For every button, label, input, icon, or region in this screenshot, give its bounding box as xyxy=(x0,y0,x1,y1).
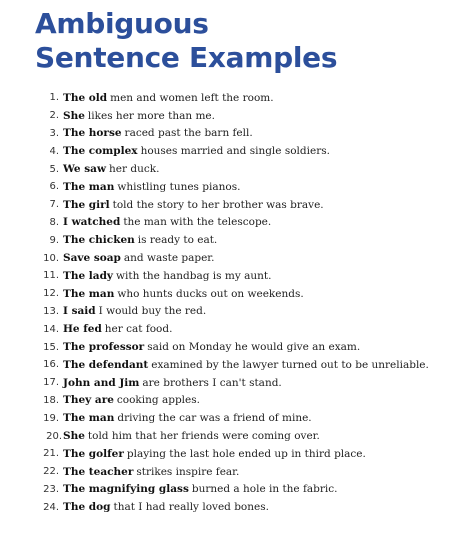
list-item xyxy=(0,356,467,374)
list-item xyxy=(0,338,467,356)
list-item-ambiguous-phrase: The golfer xyxy=(63,447,124,460)
list-item-ambiguous-phrase: The teacher xyxy=(63,465,134,478)
list-item-text: her duck. xyxy=(109,163,160,176)
list-item-number: 14. xyxy=(43,323,59,335)
list-item xyxy=(0,160,467,178)
list-item-text: the man with the telescope. xyxy=(123,216,272,229)
list-item xyxy=(0,320,467,338)
list-item-ambiguous-phrase: The defendant xyxy=(63,358,149,371)
list-item xyxy=(0,125,467,143)
list-item-ambiguous-phrase: The dog xyxy=(63,501,111,514)
list-item-number: 8. xyxy=(49,216,59,228)
list-item-ambiguous-phrase: The professor xyxy=(63,341,145,354)
list-item-number: 13. xyxy=(43,305,59,317)
list-item-text: strikes inspire fear. xyxy=(136,465,240,478)
list-item-text: driving the car was a friend of mine. xyxy=(117,412,312,425)
list-item-text: houses married and single soldiers. xyxy=(140,145,330,158)
list-item-ambiguous-phrase: We saw xyxy=(63,163,107,176)
list-item xyxy=(0,196,467,214)
list-item-number: 23. xyxy=(43,483,59,495)
list-item xyxy=(0,107,467,125)
list-item xyxy=(0,89,467,107)
list-item xyxy=(0,463,467,481)
list-item-text: examined by the lawyer turned out to be unreliable. xyxy=(151,358,429,371)
list-item-number: 2. xyxy=(49,110,59,122)
list-item-number: 10. xyxy=(43,252,59,264)
list-item xyxy=(0,427,467,445)
list-item-text: and waste paper. xyxy=(123,252,215,265)
list-item xyxy=(0,409,467,427)
list-item-number: 24. xyxy=(43,501,59,513)
list-item xyxy=(0,214,467,232)
list-item xyxy=(0,285,467,303)
list-item-text: that I had really loved bones. xyxy=(113,501,269,514)
list-item-ambiguous-phrase: The man xyxy=(63,412,115,425)
list-item-text: burned a hole in the fabric. xyxy=(191,483,338,496)
list-item-number: 18. xyxy=(43,394,59,406)
list-item-text: playing the last hole ended up in third place. xyxy=(126,447,366,460)
list-item-number: 15. xyxy=(43,341,59,353)
list-item-text: who hunts ducks out on weekends. xyxy=(117,287,304,300)
list-item-ambiguous-phrase: The horse xyxy=(63,127,122,140)
list-item-number: 3. xyxy=(49,127,59,139)
list-item-ambiguous-phrase: The chicken xyxy=(63,234,135,247)
list-item-ambiguous-phrase: The magnifying glass xyxy=(63,483,189,496)
list-item xyxy=(0,392,467,410)
list-item-ambiguous-phrase: The lady xyxy=(63,269,114,282)
list-item-number: 11. xyxy=(43,270,59,282)
list-item xyxy=(0,231,467,249)
list-item-ambiguous-phrase: The complex xyxy=(63,145,138,158)
list-item-number: 22. xyxy=(43,466,59,478)
list-item-number: 9. xyxy=(49,234,59,246)
list-item-number: 5. xyxy=(49,163,59,175)
list-item-number: 16. xyxy=(43,359,59,371)
list-item-number: 20. xyxy=(46,430,62,442)
list-item-ambiguous-phrase: The man xyxy=(63,287,115,300)
list-item-text: I would buy the red. xyxy=(98,305,207,318)
list-item xyxy=(0,142,467,160)
list-item-text: with the handbag is my aunt. xyxy=(116,269,272,282)
page-title xyxy=(35,7,337,75)
list-item-number: 6. xyxy=(49,181,59,193)
list-item-number: 4. xyxy=(49,145,59,157)
list-item-text: her cat food. xyxy=(104,323,173,336)
list-item-text: told the story to her brother was brave. xyxy=(112,198,324,211)
list-item-number: 7. xyxy=(49,199,59,211)
list-item-ambiguous-phrase: John and Jim xyxy=(63,376,140,389)
list-item-number: 17. xyxy=(43,377,59,389)
list-item-ambiguous-phrase: She xyxy=(63,109,85,122)
list-item-text: told him that her friends were coming over. xyxy=(87,430,320,443)
list-item xyxy=(0,374,467,392)
list-item-ambiguous-phrase: The old xyxy=(63,91,108,104)
page-title-line-1: Ambiguous xyxy=(35,7,209,40)
list-item-number: 19. xyxy=(43,412,59,424)
list-item xyxy=(0,303,467,321)
list-item-number: 12. xyxy=(43,288,59,300)
list-item-ambiguous-phrase: I watched xyxy=(63,216,121,229)
list-item xyxy=(0,178,467,196)
list-item xyxy=(0,249,467,267)
list-item-ambiguous-phrase: Save soap xyxy=(63,252,121,265)
list-item-text: raced past the barn fell. xyxy=(124,127,253,140)
list-item-number: 21. xyxy=(43,448,59,460)
list-item xyxy=(0,267,467,285)
list-item-text: are brothers I can't stand. xyxy=(142,376,282,389)
list-item-text: is ready to eat. xyxy=(137,234,218,247)
list-item-text: cooking apples. xyxy=(116,394,200,407)
list-item-text: said on Monday he would give an exam. xyxy=(147,341,361,354)
list-item-ambiguous-phrase: She xyxy=(63,430,85,443)
list-item-ambiguous-phrase: The girl xyxy=(63,198,110,211)
list-item xyxy=(0,498,467,516)
list-item xyxy=(0,445,467,463)
example-list xyxy=(0,89,467,516)
list-item xyxy=(0,481,467,499)
list-item-ambiguous-phrase: They are xyxy=(63,394,114,407)
list-item-ambiguous-phrase: The man xyxy=(63,180,115,193)
page-title-line-2: Sentence Examples xyxy=(35,41,338,74)
list-item-text: whistling tunes pianos. xyxy=(117,180,241,193)
list-item-number: 1. xyxy=(49,92,59,104)
list-item-ambiguous-phrase: He fed xyxy=(63,323,102,336)
list-item-text: likes her more than me. xyxy=(87,109,215,122)
list-item-ambiguous-phrase: I said xyxy=(63,305,96,318)
list-item-text: men and women left the room. xyxy=(110,91,274,104)
